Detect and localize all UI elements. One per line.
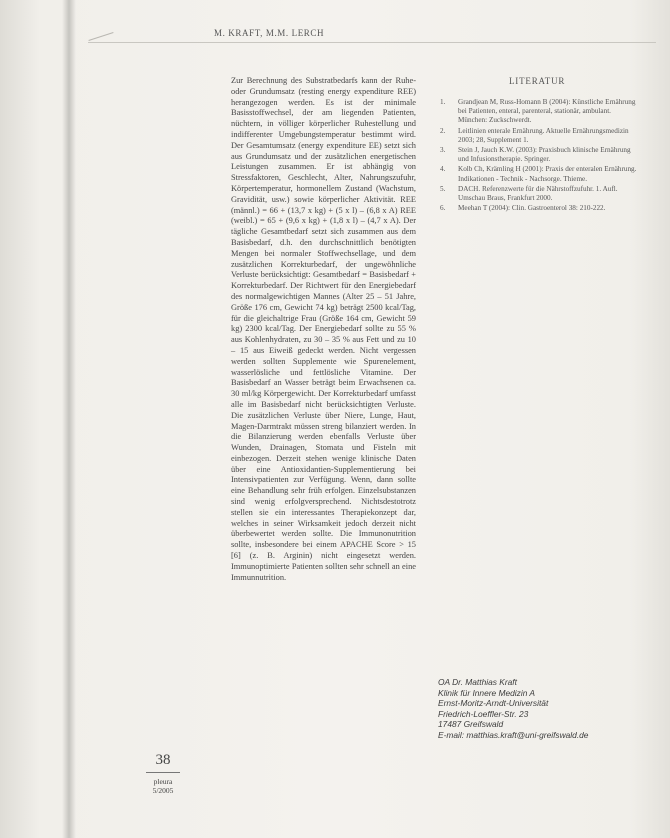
header-rule	[88, 42, 656, 43]
literature-text: Meehan T (2004): Clin. Gastroenterol 38: 210-222.	[458, 204, 606, 213]
author-email[interactable]: E-mail: matthias.kraft@uni-greifswald.de	[438, 729, 589, 740]
literature-number: 5.	[440, 184, 446, 193]
page-footer	[146, 752, 180, 795]
literature-item	[440, 185, 640, 203]
footer-rule	[146, 772, 180, 773]
literature-item	[440, 98, 640, 126]
body-paragraph: Zur Berechnung des Substratbedarfs kann der Ruhe- oder Grundumsatz (resting energy expenditure REE) herangezogen werden. Es ist der minimale Basisstoffwechsel, der am liegenden Patienten, nüchtern, in völliger körperlicher Ruhestellung und indifferenter Umgebungstemperatur bestimmt wird. Der Gesamtumsatz (energy expenditure EE) setzt sich aus Grundumsatz und der zusätzlichen energetischen Leistungen zusammen. Er ist abhängig von Stressfaktoren, Geschlecht, Alter, Nahrungszufuhr, Körpertemperatur, hormonellem Zustand (Wachstum, Gravidität, usw.) sowie körperlicher Aktivität. REE (männl.) = 66 + (13,7 x kg) + (5 x l) – (6,8 x A) REE (weibl.) = 65 + (9,6 x kg) + (1,8 x l) – (4,7 x A). Der tägliche Gesamtbedarf setzt sich zusammen aus dem Basisbedarf, d.h. den durchschnittlich benötigten Mengen bei normaler Stoffwechsellage, und dem zusätzlichen Korrekturbedarf, der ungewöhnliche Verluste berücksichtigt: Gesamtbedarf = Basisbedarf + Korrekturbedarf. Der Richtwert für den Energiebedarf des normalgewichtigen Mannes (Alter 25 – 51 Jahre, Größe 176 cm, Gewicht 74 kg) beträgt 2500 kcal/Tag, für die gleichaltrige Frau (Größe 164 cm, Gewicht 59 kg) 2300 kcal/Tag. Der Energiebedarf sollte zu 55 % aus Kohlenhydraten, zu 30 – 35 % aus Fett und zu 10 – 15 aus Eiweiß gedeckt werden. Nicht vergessen werden sollten Supplemente wie Spurenelement, wasserlösliche und fettlösliche Vitamine. Der Basisbedarf an Wasser beträgt beim Erwachsenen ca. 30 ml/kg Körpergewicht. Der Korrekturbedarf umfasst alle im Basisbedarf nicht berücksichtigten Verluste. Die zusätzlichen Verluste über Niere, Lunge, Haut, Magen-Darmtrakt müssen streng bilanziert werden. In die Bilanzierung werden ebenfalls Verluste über Wunden, Drainagen, Stomata und Fisteln mit einbezogen. Derzeit stehen wenige klinische Daten über eine Antioxidantien-Supplementierung bei Intensivpatienten zur Verfügung. Wenn, dann sollte eine Behandlung sehr früh erfolgen. Einzelsubstanzen sind wenig erfolgversprechend. Nichtsdestotrotz stellen sie ein interessantes Therapiekonzept dar, welches in seiner Wirksamkeit jedoch derzeit nicht überbewertet werden sollte. Die Immunonutrition sollte, insbesondere bei einem APACHE Score > 15 [6] (z. B. Arginin) nicht eingesetzt werden. Immunoptimierte Patienten sollten sehr schnell an eine Immunnutrition.	[231, 76, 416, 582]
literature-number: 1.	[440, 98, 446, 106]
literature-text: Leitlinien enterale Ernährung. Aktuelle Ernährungsmedizin 2003; 28, Supplement 1.	[458, 126, 629, 144]
literature-item	[440, 127, 640, 145]
journal-issue: 5/2005	[152, 786, 174, 795]
address-line: Ernst-Moritz-Arndt-Universität	[438, 698, 549, 709]
author-address	[438, 677, 658, 741]
literature-text: DACH. Referenzwerte für die Nährstoffzufuhr. 1. Aufl. Umschau Braus, Frankfurt 2000.	[458, 184, 618, 203]
header-mark	[88, 32, 113, 41]
literature-text: Kolb Ch, Krämling H (2001): Praxis der enteralen Ernährung. Indikationen - Technik - Nachsorge. Thieme.	[458, 165, 637, 183]
body-column	[231, 76, 416, 583]
journal-name: pleura	[153, 777, 173, 786]
literature-item	[440, 204, 640, 213]
address-line: Klinik für Innere Medizin A	[438, 687, 535, 698]
literature-item	[440, 146, 640, 164]
literature-text: Grandjean M, Russ-Homann B (2004): Künstliche Ernährung bei Patienten, enteral, parenteral, stationär, ambulant. München: Zuckschwerdt.	[458, 98, 636, 125]
literature-heading: LITERATUR	[509, 76, 566, 86]
author-name: OA Dr. Matthias Kraft	[438, 677, 517, 687]
binding-shadow	[62, 0, 76, 838]
address-line: Friedrich-Loeffler-Str. 23	[438, 708, 529, 719]
page-number: 38	[155, 752, 171, 768]
literature-list	[440, 98, 640, 214]
literature-number: 3.	[440, 146, 446, 155]
address-line: 17487 Greifswald	[438, 719, 504, 730]
literature-item	[440, 165, 640, 183]
literature-text: Stein J, Jauch K.W. (2003): Praxisbuch klinische Ernährung und Infusionstherapie. Springer.	[458, 146, 631, 164]
running-header: M. KRAFT, M.M. LERCH	[214, 28, 325, 38]
literature-number: 2.	[440, 126, 446, 135]
literature-number: 6.	[440, 204, 446, 213]
literature-number: 4.	[440, 165, 446, 174]
